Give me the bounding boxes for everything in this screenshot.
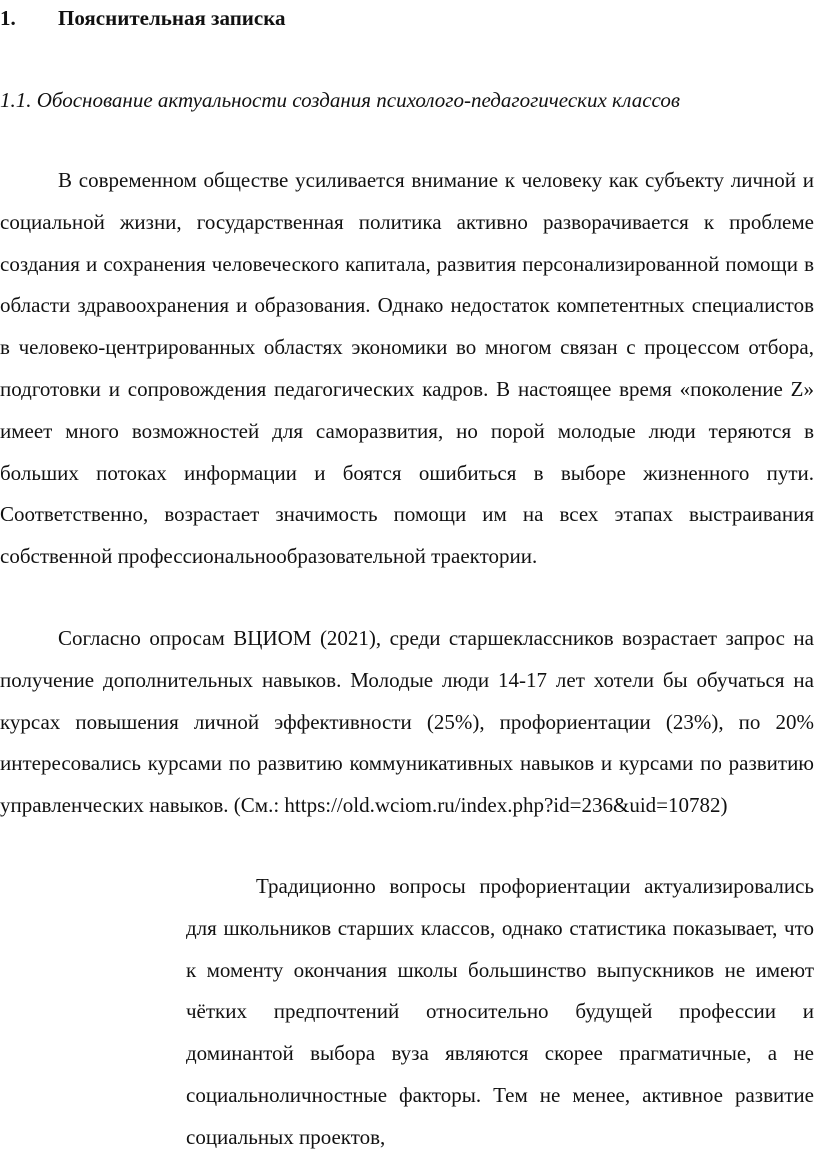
- section-number: 1.: [0, 6, 16, 30]
- paragraph-3: Традиционно вопросы профориентации актуализировались для школьников старших классов, однако статистика показывает, что к моменту окончания школы большинство выпускников не имеют чётких предпочтений относительно будущей профессии и доминантой выбора вуза являются скорее прагматичные, а не социальноличностные факторы. Тем не менее, активное развитие социальных проектов,: [186, 874, 814, 1149]
- paragraph-2: Согласно опросам ВЦИОМ (2021), среди старшеклассников возрастает запрос на получение дополнительных навыков. Молодые люди 14-17 лет хотели бы обучаться на курсах повышения личной эффективности (25%), профориентации (23%), по 20% интересовались курсами по развитию коммуникативных навыков и курсами по развитию управленческих навыков. (См.: https://old.wciom.ru/index.php?id=236&uid=10782): [0, 626, 814, 818]
- paragraph-1: В современном обществе усиливается внимание к человеку как субъекту личной и социальной жизни, государственная политика активно разворачивается к проблеме создания и сохранения человеческого капитала, развития персонализированной помощи в области здравоохранения и образования. Однако недостаток компетентных специалистов в человеко-центрированных областях экономики во многом связан с процессом отбора, подготовки и сопровождения педагогических кадров. В настоящее время «поколение Z» имеет много возможностей для саморазвития, но порой молодые люди теряются в больших потоках информации и боятся ошибиться в выборе жизненного пути. Соответственно, возрастает значимость помощи им на всех этапах выстраивания собственной профессиональнообразовательной траектории.: [0, 168, 814, 569]
- section-heading: [0, 4, 286, 32]
- subsection-heading: 1.1. Обоснование актуальности создания психолого-педагогических классов: [0, 88, 680, 112]
- section-title: Пояснительная записка: [58, 6, 286, 30]
